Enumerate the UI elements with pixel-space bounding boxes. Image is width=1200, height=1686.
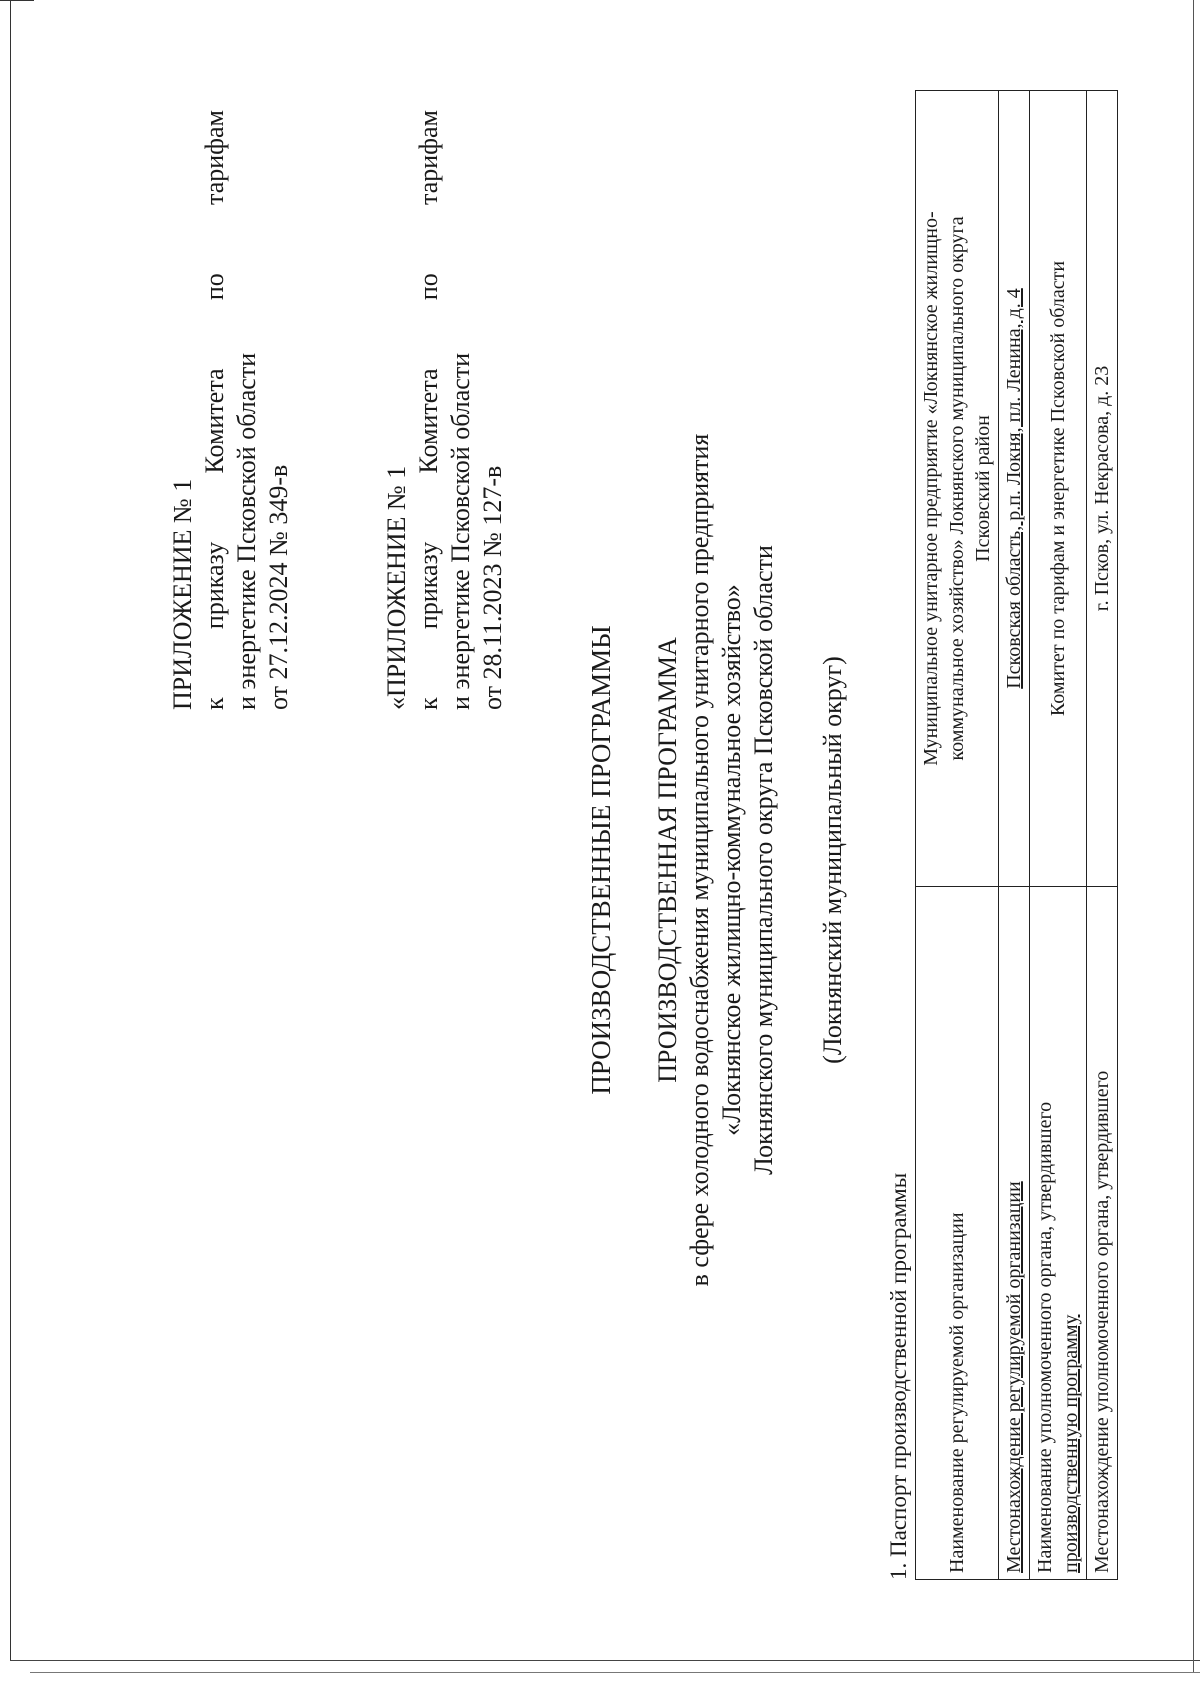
- appendix-current-word: приказу: [200, 541, 229, 630]
- appendix-current-word: Комитета: [200, 368, 229, 474]
- scan-edge-right: [1193, 0, 1194, 1672]
- appendix-previous: [381, 110, 509, 710]
- appendix-current-date: от 27.12.2024 № 349-в: [264, 464, 293, 710]
- program-title-block: [652, 290, 780, 1430]
- passport-table: [915, 90, 1118, 1580]
- program-title: ПРОИЗВОДСТВЕННАЯ ПРОГРАММА: [653, 637, 682, 1083]
- program-subtitle-line: в сфере холодного водоснабжения муниципального унитарного предприятия: [685, 433, 714, 1287]
- cell-line: Местонахождение регулируемой организации: [1003, 1181, 1025, 1573]
- table-cell-value: г. Псков, ул. Некрасова, д. 23: [1087, 91, 1118, 887]
- main-heading: ПРОИЗВОДСТВЕННЫЕ ПРОГРАММЫ: [586, 625, 616, 1095]
- appendix-previous-date: от 28.11.2023 № 127-в: [478, 465, 507, 710]
- table-cell-label: [999, 887, 1030, 1580]
- program-okrug-note: (Локнянский муниципальный округ): [818, 656, 847, 1064]
- appendix-current-committee: и энергетике Псковской области: [232, 352, 261, 710]
- table-cell-value: [916, 91, 999, 887]
- appendix-previous-order-line: [413, 110, 445, 710]
- appendix-current-title: ПРИЛОЖЕНИЕ № 1: [168, 478, 197, 710]
- cell-line: Псковская область, р.п. Локня, пл. Ленина, д. 4: [1003, 288, 1025, 689]
- scan-edge-top-mark: [0, 0, 34, 1]
- table-cell-value: [999, 91, 1030, 887]
- program-subtitle-line: «Локнянское жилищно-коммунальное хозяйство»: [717, 584, 746, 1136]
- appendix-previous-word: по: [414, 273, 443, 301]
- appendix-previous-word: приказу: [414, 541, 443, 630]
- appendix-previous-word: к: [414, 697, 443, 710]
- table-cell-label: Местонахождение уполномоченного органа, утвердившего: [1087, 887, 1118, 1580]
- table-row: [1030, 91, 1087, 1580]
- program-subtitle-line: Локнянского муниципального округа Псковской области: [749, 545, 778, 1175]
- appendix-previous-word: Комитета: [414, 368, 443, 474]
- scan-edge-bottom-shadow: [30, 1672, 1200, 1673]
- appendix-current-word: по: [200, 273, 229, 301]
- appendix-current-order-line: [199, 110, 231, 710]
- rotated-document-content: [100, 50, 1190, 1610]
- scan-edge-left: [10, 0, 11, 1660]
- table-row: [916, 91, 999, 1580]
- cell-line: Муниципальное унитарное предприятие «Локнянское жилищно-: [920, 211, 942, 766]
- table-cell-value: Комитет по тарифам и энергетике Псковской области: [1030, 91, 1087, 887]
- table-cell-label: [1030, 887, 1087, 1580]
- cell-line: Псковский район: [972, 415, 994, 562]
- scan-edge-bottom: [10, 1660, 1200, 1661]
- table-row: [1087, 91, 1118, 1580]
- cell-line: производственную программу: [1060, 1314, 1082, 1573]
- appendix-previous-word: тарифам: [414, 110, 443, 205]
- table-cell-label: Наименование регулируемой организации: [916, 887, 999, 1580]
- appendix-previous-committee: и энергетике Псковской области: [446, 352, 475, 710]
- appendix-current-word: к: [200, 697, 229, 710]
- appendix-current-word: тарифам: [200, 110, 229, 205]
- appendix-previous-title: «ПРИЛОЖЕНИЕ № 1: [382, 465, 411, 710]
- appendix-current: [167, 110, 295, 710]
- cell-line: коммунальное хозяйство» Локнянского муниципального округа: [946, 216, 968, 761]
- passport-section-title: 1. Паспорт производственной программы: [886, 1172, 911, 1580]
- table-row: [999, 91, 1030, 1580]
- cell-line: Наименование уполномоченного органа, утвердившего: [1034, 1101, 1056, 1573]
